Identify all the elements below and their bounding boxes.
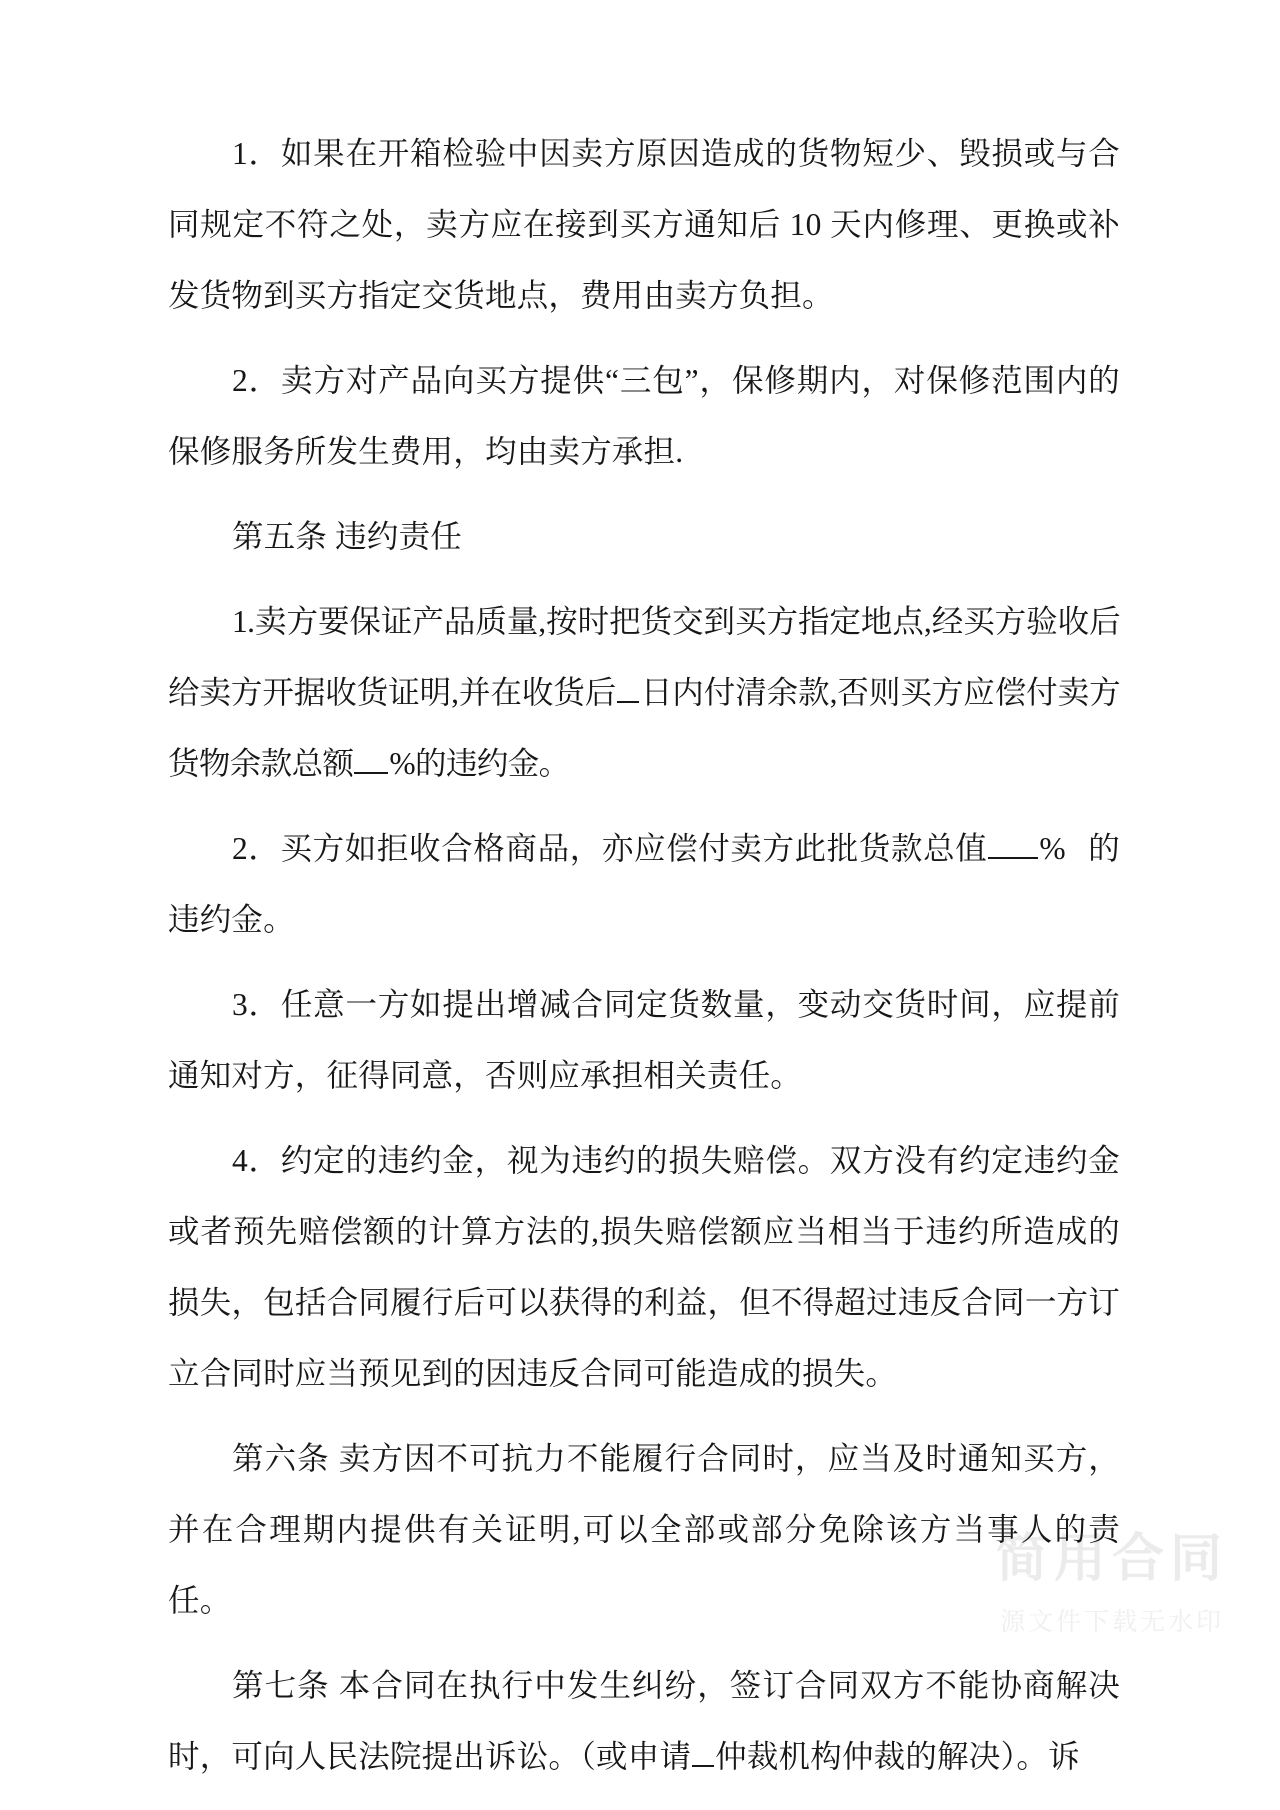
paragraph-clause5-item1 <box>168 586 1120 799</box>
paragraph-clause4-item2: 2．卖方对产品向买方提供“三包”，保修期内，对保修范围内的保修服务所发生费用，均由卖方承担. <box>168 363 1120 469</box>
paragraph-clause-seven <box>168 1650 1120 1792</box>
paragraph-clause-six: 第六条 卖方因不可抗力不能履行合同时，应当及时通知买方，并在合理期内提供有关证明,可以全部或部分免除该方当事人的责任。 <box>168 1441 1120 1618</box>
clause5-item2-text-a: 2．买方如拒收合格商品，亦应偿付卖方此批货款总值 <box>232 831 988 866</box>
fill-in-blank-penalty-percent[interactable] <box>354 772 388 774</box>
clause7-text-a: 第七条 本合同在执行中发生纠纷，签订合同双方不能协商解决时，可向人民法院提出诉讼。（或申请 <box>168 1668 1120 1774</box>
clause5-item1-text-b: 日内付清余款,否则买方应偿付卖方货物余款总额 <box>168 675 1120 781</box>
fill-in-blank-arbitration-body[interactable] <box>692 1765 714 1767</box>
paragraph-clause5-item2 <box>168 813 1120 955</box>
watermark-subtitle: 源文件下载无水印 <box>999 1607 1224 1636</box>
watermark-title: 简用合同 <box>995 1529 1228 1590</box>
clause5-item1-text-c: %的违约金。 <box>389 746 570 781</box>
clause5-item2-text-b: % <box>1039 831 1066 866</box>
clause7-text-b: 仲裁机构仲裁的解决）。诉 <box>715 1739 1080 1774</box>
paragraph-clause5-item3: 3．任意一方如提出增减合同定货数量，变动交货时间，应提前通知对方，征得同意，否则应承担相关责任。 <box>168 987 1120 1093</box>
document-body <box>168 118 1120 1806</box>
paragraph-clause5-item4: 4．约定的违约金，视为违约的损失赔偿。双方没有约定违约金或者预先赔偿额的计算方法的,损失赔偿额应当相当于违约所造成的损失，包括合同履行后可以获得的利益，但不得超过违反合同一方订立合同时应当预见到的因违反合同可能造成的损失。 <box>168 1143 1120 1391</box>
paragraph-clause4-item1: 1．如果在开箱检验中因卖方原因造成的货物短少、毁损或与合同规定不符之处，卖方应在接到买方通知后 10 天内修理、更换或补发货物到买方指定交货地点，费用由卖方负担。 <box>168 136 1120 313</box>
clause5-item1-text-a: 1.卖方要保证产品质量,按时把货交到买方指定地点,经买方验收后给卖方开据收货证明,并在收货后 <box>168 604 1120 710</box>
clause5-item2-text-c: 的违约金。 <box>168 831 1120 937</box>
fill-in-blank-days[interactable] <box>617 701 639 703</box>
fill-in-blank-refusal-percent[interactable] <box>988 857 1038 859</box>
heading-clause-five: 第五条 违约责任 <box>232 519 462 554</box>
